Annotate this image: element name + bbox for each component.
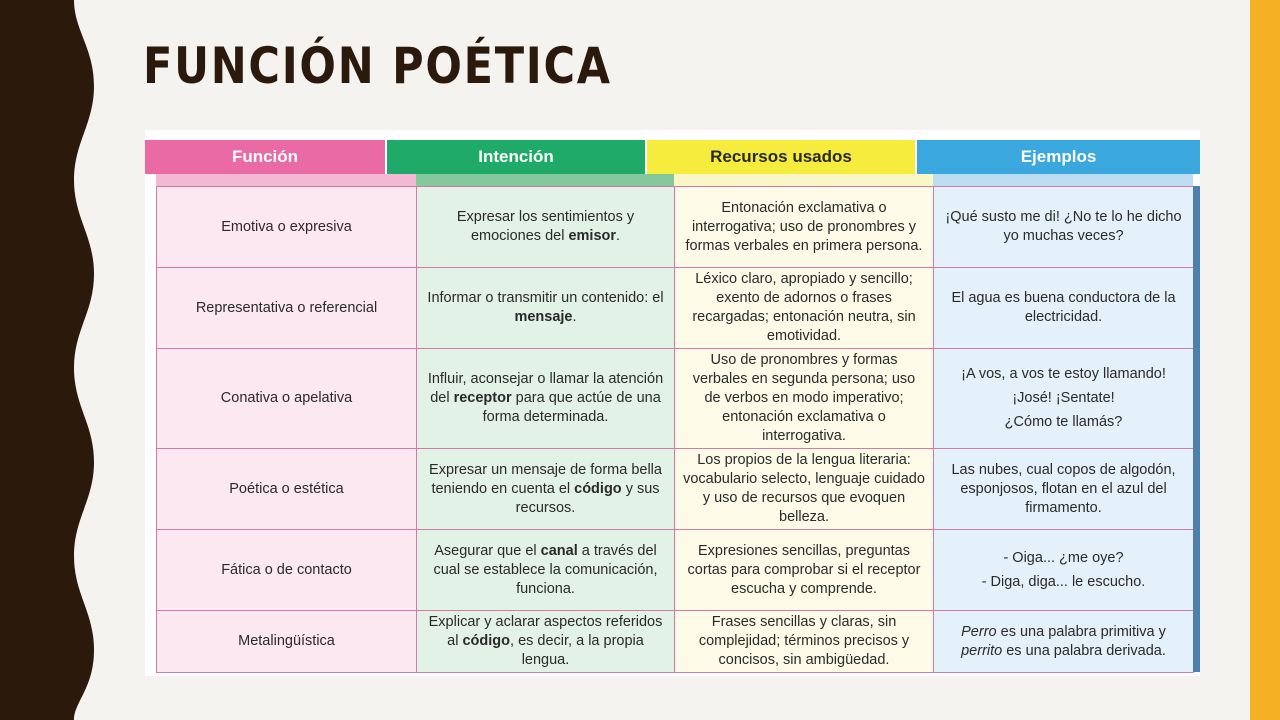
cell-funcion: Conativa o apelativa [157,349,417,449]
intencion-keyword: mensaje [514,309,573,325]
intencion-text: Influir, aconsejar o llamar la atención del [427,371,664,406]
example-line: - Diga, diga... le escucho. [981,573,1146,590]
cell-intencion [417,449,675,530]
intencion-text-end: . [616,228,621,244]
header-strip-funcion [156,174,416,186]
header-intencion: Intención [387,140,645,174]
table-row [157,611,1194,673]
cell-ejemplos [934,349,1194,449]
cell-intencion [417,187,675,268]
example-line: ¡A vos, a vos te estoy llamando! [961,366,1166,382]
cell-ejemplos: El agua es buena conductora de la electricidad. [934,268,1194,349]
cell-intencion [417,530,675,611]
cell-intencion [417,349,675,449]
cell-ejemplos [934,530,1194,611]
example-text: es una palabra derivada. [1002,642,1166,659]
example-line: ¡José! ¡Sentate! [1012,390,1115,406]
table-row [157,530,1194,611]
header-ejemplos: Ejemplos [917,140,1200,174]
table-row [157,268,1194,349]
header-funcion: Función [145,140,385,174]
intencion-keyword: código [574,480,622,497]
cell-funcion: Metalingüística [157,611,417,673]
functions-grid [156,186,1194,673]
intencion-text: Informar o transmitir un contenido: el [427,290,664,306]
header-strip-intencion [416,174,674,186]
cell-funcion: Fática o de contacto [157,530,417,611]
cell-intencion [417,611,675,673]
table-row [157,449,1194,530]
intencion-keyword: emisor [568,228,617,244]
cell-funcion: Representativa o referencial [157,268,417,349]
header-strip-ejemplos [933,174,1193,186]
cell-recursos: Léxico claro, apropiado y sencillo; exento de adornos o frases recargadas; entonación neutra, sin emotividad. [675,268,934,349]
right-accent-bar [1250,0,1280,720]
cell-ejemplos [934,611,1194,673]
intencion-keyword: receptor [453,390,512,406]
example-term: perrito [961,642,1003,659]
left-wavy-border [0,0,100,720]
header-strip-recursos [674,174,933,186]
table-row [157,349,1194,449]
cell-recursos: Entonación exclamativa o interrogativa; uso de pronombres y formas verbales en primera persona. [675,187,934,268]
example-term: Perro [961,623,997,640]
table-right-shadow [1193,186,1200,672]
cell-funcion: Poética o estética [157,449,417,530]
header-recursos: Recursos usados [647,140,915,174]
cell-ejemplos: ¡Qué susto me di! ¿No te lo he dicho yo muchas veces? [934,187,1194,268]
cell-recursos: Frases sencillas y claras, sin complejidad; términos precisos y concisos, sin ambigüedad. [675,611,934,673]
cell-funcion: Emotiva o expresiva [157,187,417,268]
intencion-text: Expresar los sentimientos y emociones del [456,209,635,244]
intencion-text-end: y sus recursos. [515,480,660,516]
example-text: es una palabra primitiva y [996,623,1166,640]
intencion-text: Asegurar que el [434,542,541,559]
cell-ejemplos: Las nubes, cual copos de algodón, esponjosos, flotan en el azul del firmamento. [934,449,1194,530]
functions-table [145,130,1200,676]
cell-recursos: Expresiones sencillas, preguntas cortas para comprobar si el receptor escucha y comprende. [675,530,934,611]
intencion-text-end: a través del cual se establece la comunicación, funciona. [433,542,658,597]
cell-recursos: Los propios de la lengua literaria: vocabulario selecto, lenguaje cuidado y uso de recursos que evoquen belleza. [675,449,934,530]
intencion-keyword: canal [540,542,578,559]
table-header [145,130,1200,186]
cell-intencion [417,268,675,349]
slide-title: FUNCIÓN POÉTICA [143,37,612,95]
cell-recursos: Uso de pronombres y formas verbales en segunda persona; uso de verbos en modo imperativo; entonación exclamativa o interrogativa. [675,349,934,449]
intencion-text-end: , es decir, a la propia lengua. [510,633,644,668]
intencion-text-end: . [572,309,577,325]
example-line: ¿Cómo te llamás? [1004,414,1123,430]
table-row [157,187,1194,268]
intencion-text: Expresar un mensaje de forma bella teniendo en cuenta el [429,461,662,497]
intencion-text-end: para que actúe de una forma determinada. [482,390,661,425]
intencion-keyword: código [462,633,511,649]
intencion-text: Explicar y aclarar aspectos referidos al [428,614,663,649]
example-line: - Oiga... ¿me oye? [1003,549,1124,566]
